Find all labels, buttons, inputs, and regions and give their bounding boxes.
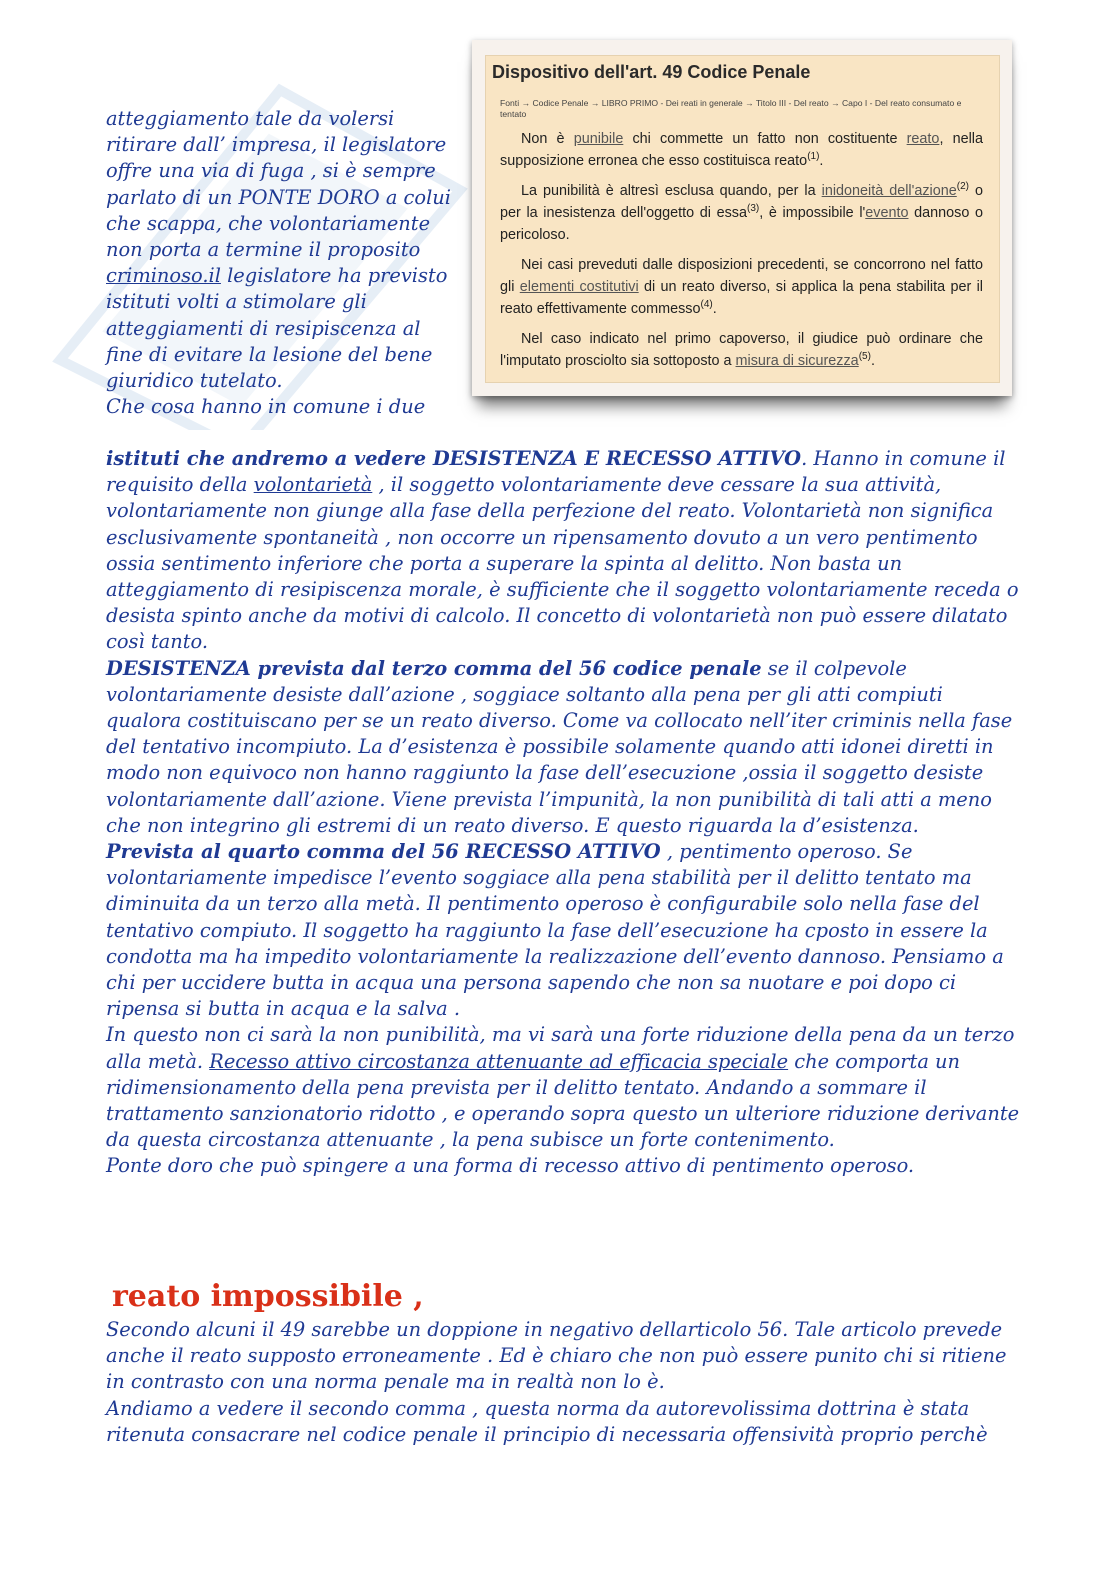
term-recesso-attivo: Recesso attivo circostanza attenuante ad efficacia speciale xyxy=(209,1049,789,1073)
link-elementi-costitutivi: elementi costitutivi xyxy=(519,279,639,295)
section-paragraph-1: Secondo alcuni il 49 sarebbe un doppione in negativo dellarticolo 56. Tale articolo prevede anche il reato supposto erroneamente . Ed è chiaro che non può essere punito chi si ritiene in contrasto con una norma penale ma in realtà non lo è. xyxy=(106,1318,1007,1394)
section-body xyxy=(106,1317,1021,1448)
paragraph-riduzione: In questo non ci sarà la non punibilità, ma vi sarà una forte riduzione della pena da un terzo alla metà. Recesso attivo circostanza attenuante ad efficacia speciale che comporta un ridimensionamento della pena prevista per il delitto tentato. Andando a sommare il trattamento sanzionatorio ridotto , e operando sopra questo un ulteriore riduzione derivante da questa circostanza attenuante , la pena subisce un forte contenimento. xyxy=(106,1023,1020,1152)
paragraph-ponte-doro: Ponte doro che può spingere a una forma di recesso attivo di pentimento operoso. xyxy=(106,1154,915,1178)
article-text xyxy=(500,128,983,380)
body-text xyxy=(106,446,1021,1180)
intro-text-end: legislatore ha previsto istituti volti a stimolare gli atteggiamenti di resipiscenza al fine di evitare la lesione del bene giuridico tutelato. xyxy=(106,264,448,393)
note-ref-3: (3) xyxy=(746,203,760,215)
article-title: Dispositivo dell'art. 49 Codice Penale xyxy=(492,62,811,82)
article-panel xyxy=(485,55,1000,383)
note-ref-2: (2) xyxy=(956,181,969,193)
link-evento: evento xyxy=(865,205,909,221)
intro-text: atteggiamento tale da volersi ritirare dall’ impresa, il legislatore offre una via di fuga , si è sempre parlato di un PONTE DORO a colui che scappa, che volontariamente non porta a termine il proposito xyxy=(106,107,451,262)
term-volontarieta: volontarietà xyxy=(253,473,373,497)
intro-link: criminoso.il xyxy=(106,264,221,288)
article-paragraph-3: Nei casi preveduti dalle disposizioni precedenti, se concorrono nel fatto gli elementi costitutivi di un reato diverso, si applica la pena stabilita per il reato effettivamente commesso$^{(4)}$. xyxy=(500,257,983,317)
link-misura-sicurezza: misura di sicurezza xyxy=(735,353,859,369)
link-inidoneita: inidoneità dell'azione xyxy=(821,183,957,199)
link-reato: reato xyxy=(906,131,940,147)
paragraph-volontarieta: istituti che andremo a vedere DESISTENZA E RECESSO ATTIVO. Hanno in comune il requisito della volontarietà , il soggetto volontariamente deve cessare la sua attività, volontariamente non giunge alla fase della perfezione del reato. Volontarietà non significa esclusivamente spontaneità , non occorre un ripensamento dovuto a un vero pentimento ossia sentimento inferiore che porta a superare la spinta al delitto. Non basta un atteggiamento di resipiscenza morale, è sufficiente che il soggetto volontariamente receda o desista spinto anche da motivi di calcolo. Il concetto di volontarietà non può essere dilatato così tanto. xyxy=(106,447,1019,654)
paragraph-desistenza: DESISTENZA prevista dal terzo comma del 56 codice penale se il colpevole volontariamente desiste dall’azione , soggiace soltanto alla pena per gli atti compiuti qualora costituiscano per se un reato diverso. Come va collocato nell’iter criminis nella fase del tentativo incompiuto. La d’esistenza è possibile solamente quando atti idonei diretti in modo non equivoco non hanno raggiunto la fase dell’esecuzione ,ossia il soggetto desiste volontariamente dall’azione. Viene prevista l’impunità, la non punibilità di tali atti a meno che non integrino gli estremi di un reato diverso. E questo riguarda la d’esistenza. xyxy=(106,656,1013,837)
article-paragraph-1: Non è punibile chi commette un fatto non costituente reato, nella supposizione erronea che esso costituisca reato$^{(1)}$. xyxy=(500,131,983,169)
breadcrumb: Fonti → Codice Penale → LIBRO PRIMO - Dei reati in generale → Titolo III - Del reato → Capo I - Del reato consumato e tentato xyxy=(500,98,962,119)
link-punibile: punibile xyxy=(573,131,624,147)
intro-paragraph xyxy=(106,106,451,420)
heading-desistenza: DESISTENZA prevista dal terzo comma del 56 codice penale xyxy=(106,656,762,680)
article-paragraph-2: La punibilità è altresì esclusa quando, per la inidoneità dell'azione$^{(2)}$ o per la inesistenza dell'oggetto di essa$^{(3)}$, è impossibile l'evento dannoso o pericoloso. xyxy=(500,181,984,243)
embedded-article-screenshot xyxy=(472,40,1012,396)
note-ref-4: (4) xyxy=(700,299,713,311)
article-paragraph-4: Nel caso indicato nel primo capoverso, il giudice può ordinare che l'imputato prosciolto sia sottoposto a misura di sicurezza$^{(5)}$. xyxy=(500,331,983,369)
heading-recesso: Prevista al quarto comma del 56 RECESSO ATTIVO xyxy=(106,840,661,864)
note-ref-5: (5) xyxy=(858,351,871,363)
heading-istituti: istituti che andremo a vedere DESISTENZA E RECESSO ATTIVO xyxy=(106,447,802,470)
intro-question: Che cosa hanno in comune i due xyxy=(106,395,426,419)
paragraph-recesso: Prevista al quarto comma del 56 RECESSO ATTIVO , pentimento operoso. Se volontariamente impedisce l’evento soggiace alla pena stabilità per il delitto tentato ma diminuita da un terzo alla metà. Il pentimento operoso è configurabile solo nella fase del tentativo compiuto. Il soggetto ha raggiunto la fase dell’esecuzione ha cposto in essere la condotta ma ha impedito volontariamente la realizzazione dell’evento dannoso. Pensiamo a chi per uccidere butta in acqua una persona sapendo che non sa nuotare e poi dopo ci ripensa si butta in acqua e la salva . xyxy=(106,840,1004,1021)
section-title: reato impossibile , xyxy=(112,1279,424,1314)
section-paragraph-2: Andiamo a vedere il secondo comma , questa norma da autorevolissima dottrina è stata ritenuta consacrare nel codice penale il principio di necessaria offensività proprio perchè xyxy=(106,1396,988,1446)
note-ref-1: (1) xyxy=(807,151,820,163)
